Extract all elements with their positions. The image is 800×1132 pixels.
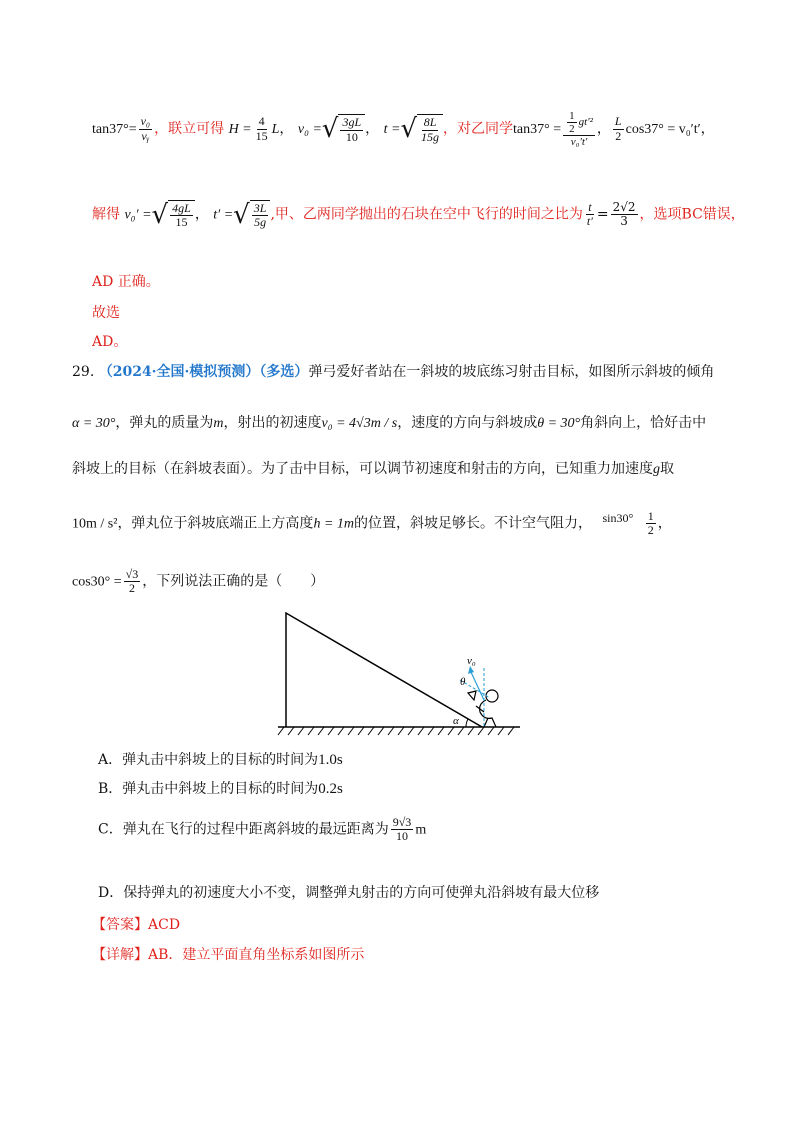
g-value: 10m / s²	[72, 516, 118, 532]
option-b: B．弹丸击中斜坡上的目标的时间为0.2s	[98, 781, 343, 797]
option-c-fraction: $\frac{9√3}{10}$	[392, 815, 412, 844]
ratio-fraction: $\frac{t}{t'}$	[586, 200, 593, 229]
tan2-fraction: $\frac{1}{2}$ gt′² v₀′t′	[563, 110, 595, 148]
bc-wrong-text: ，选项BC错误，	[639, 206, 745, 223]
option-a-value: 1.0s	[318, 752, 343, 768]
option-a: A．弹丸击中斜坡上的目标的时间为1.0s	[98, 752, 343, 768]
H-eq: H =	[228, 122, 252, 138]
question-line-2: α = 30°，弹丸的质量为m，射出的初速度v₀ = 4√3m / s，速度的方向与斜坡成θ = 30°角斜向上，恰好击中	[72, 415, 707, 431]
tp-sqrt: √ $\frac{3L}{5g}$	[233, 200, 270, 229]
question-tag: （2024·全国·模拟预测）（多选）	[98, 364, 309, 380]
solution-line-5: AD。	[92, 334, 128, 350]
question-line-3: 斜坡上的目标（在斜坡表面）。为了击中目标，可以调节初速度和射击的方向，已知重力加速度g取	[72, 461, 674, 477]
solution-line-4: 故选	[92, 305, 120, 321]
cos-fraction: $\frac{L}{2}$	[614, 114, 622, 143]
v0-sqrt: √ $\frac{3gL}{10}$	[322, 114, 365, 143]
answer-label: 【答案】	[92, 917, 148, 933]
detail-line	[92, 944, 364, 964]
sin30: sin30°	[602, 511, 634, 526]
v0-value: v₀ = 4√3m / s	[321, 416, 398, 431]
tan-fraction: $\frac{\text{v₀}}{\text{vᵧ}}$	[140, 114, 151, 143]
cos30: cos30° =	[72, 574, 122, 590]
tan-expression: tan37°=	[92, 122, 137, 138]
H-fraction: $\frac{4}{15}$	[255, 114, 268, 143]
solution-line-1: tan37°= $\frac{\text{v₀}}{\text{vᵧ}}$ ，联立可得 H = $\frac{4}{15}$ L， v₀ = √ $\frac{3gL}{10}$ ， t = √ $\frac{8L}{15g}$ ，对乙同学tan37° = $\frac{1}{2}$ gt′² v₀′t′ ， $\frac{L}{2}$ cos37° = v₀′t′，	[92, 110, 715, 149]
question-line-4: 10m / s²，弹丸位于斜坡底端正上方高度h = 1m的位置，斜坡足够长。不计空气阻力， sin30° $\frac{1}{2}$ ，	[72, 509, 672, 538]
solve-text: 解得	[92, 206, 120, 223]
v0p-eq: v₀′ =	[124, 207, 152, 223]
alpha-value: α = 30°	[72, 416, 116, 431]
question-number: 29.	[72, 364, 95, 380]
tp-eq: t′ =	[213, 207, 234, 223]
solution-line-2: 解得 v₀′ = √ $\frac{4gL}{15}$ ， t′ = √ $\frac{3L}{5g}$ ,甲、乙两同学抛出的石块在空中飞行的时间之比为 $\frac{t}{t'}$ = $\frac{2√2}{3}$ ，选项BC错误，	[92, 199, 745, 230]
option-b-value: 0.2s	[318, 781, 343, 797]
detail-text: AB．建立平面直角坐标系如图所示	[148, 947, 365, 963]
h-value: h = 1m	[313, 516, 354, 532]
tan2-eq: tan37° =	[513, 122, 562, 138]
question-line-1	[72, 361, 714, 381]
answer-value: ACD	[148, 917, 181, 933]
cos-tail: cos37° = v₀′t′，	[625, 122, 715, 138]
t-eq: t =	[383, 122, 401, 138]
velocity-arrowhead	[468, 666, 474, 674]
joint-text: ，联立可得	[154, 121, 225, 138]
slope-triangle	[286, 613, 482, 727]
option-c: C．弹丸在飞行的过程中距离斜坡的最远距离为 $\frac{9√3}{10}$ m	[98, 815, 427, 844]
v0-eq: v₀ =	[297, 122, 322, 138]
ground-hatching	[278, 727, 514, 735]
theta-value: θ = 30°	[537, 416, 581, 431]
alpha-label: α	[453, 715, 459, 727]
option-d: D．保持弹丸的初速度大小不变，调整弹丸射击的方向可使弹丸沿斜坡有最大位移	[98, 885, 600, 901]
alpha-arc	[466, 719, 468, 727]
sin30-fraction: $\frac{1}{2}$	[647, 509, 654, 538]
ratio-eq: =	[596, 206, 609, 223]
detail-label: 【详解】	[92, 947, 148, 963]
H-tail: L	[271, 122, 280, 138]
velocity-arrow	[470, 670, 484, 700]
other-student-text: ，对乙同学	[443, 121, 514, 138]
cos30-fraction: $\frac{√3}{2}$	[125, 567, 139, 596]
question-line-5: cos30° = $\frac{√3}{2}$ ，下列说法正确的是（ ）	[72, 567, 325, 596]
answer-line	[92, 914, 180, 934]
solution-line-3: AD 正确。	[92, 274, 160, 290]
theta-label: θ	[460, 676, 466, 688]
ratio-value: $\frac{2√2}{3}$	[612, 200, 636, 229]
t-sqrt: √ $\frac{8L}{15g}$	[400, 114, 443, 143]
v0p-sqrt: √ $\frac{4gL}{15}$	[152, 200, 195, 229]
v0-label: v₀	[467, 655, 476, 667]
ratio-text: ,甲、乙两同学抛出的石块在空中飞行的时间之比为	[270, 206, 583, 223]
g-symbol: g	[653, 462, 660, 477]
slope-figure	[270, 608, 530, 738]
mass-symbol: m	[213, 416, 224, 431]
question-text-1: 弹弓爱好者站在一斜坡的坡底练习射击目标，如图所示斜坡的倾角	[308, 364, 715, 380]
